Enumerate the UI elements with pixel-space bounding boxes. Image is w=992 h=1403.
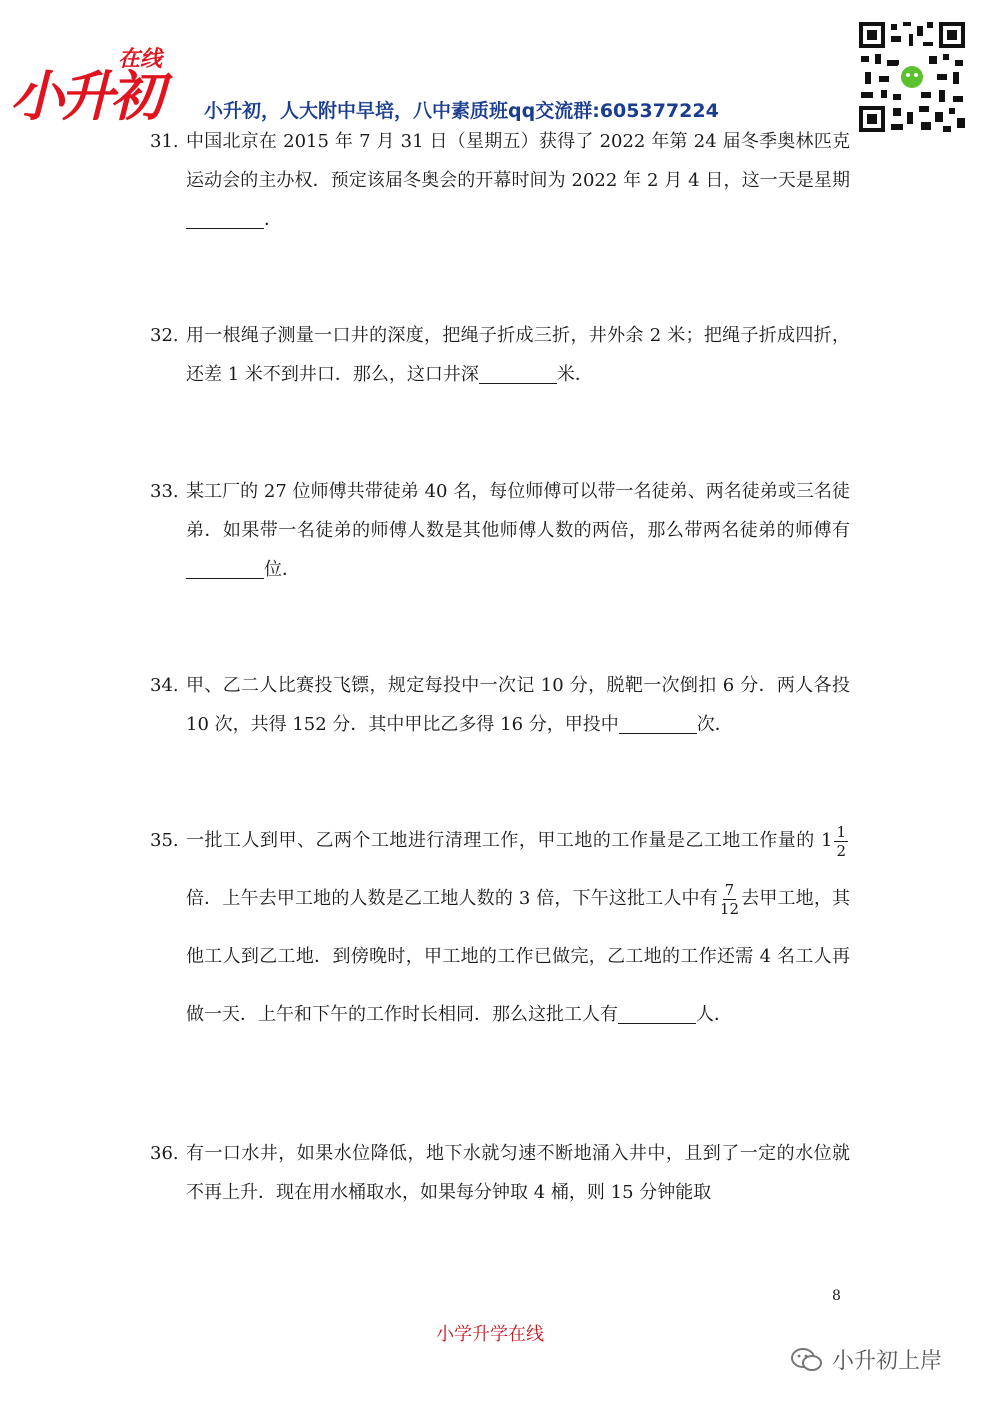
qr-code-icon [857, 20, 967, 134]
question-35 [150, 822, 850, 1044]
question-31 [150, 122, 850, 239]
answer-blank [186, 556, 264, 579]
question-text: 甲、乙二人比赛投飞镖，规定每投中一次记 10 分，脱靶一次倒扣 6 分．两人各投 10 次，共得 152 分．其中甲比乙多得 16 分，甲投中 [186, 675, 850, 735]
question-text: 倍．上午去甲工地的人数是乙工地人数的 3 倍，下午这批工人中有 [186, 888, 718, 909]
question-text: 有一口水井，如果水位降低，地下水就匀速不断地涌入井中，且到了一定的水位就不再上升．现在用水桶取水，如果每分钟取 4 桶，则 15 分钟能取 [186, 1143, 850, 1203]
question-text: 去甲工地，其他工人到乙工地．到傍晚时，甲工地的工作已做完，乙工地的工作还需 4 名工人再做一天．上午和下午的工作时长相同．那么这批工人有 [186, 888, 850, 1025]
fraction-seven-twelfths [720, 881, 739, 918]
question-34 [150, 666, 850, 744]
question-number: 36. [150, 1143, 179, 1164]
question-36 [150, 1134, 850, 1212]
question-text: 用一根绳子测量一口井的深度，把绳子折成三折，井外余 2 米；把绳子折成四折，还差 1 米不到井口．那么，这口井深 [186, 325, 850, 385]
question-number: 31. [150, 131, 179, 152]
answer-blank [618, 1001, 696, 1024]
header-text: 小升初，人大附中早培，八中素质班qq交流群: [204, 100, 600, 122]
question-tail: 位． [264, 559, 300, 580]
question-number: 34. [150, 675, 179, 696]
answer-blank [479, 361, 557, 384]
answer-blank [619, 711, 697, 734]
wechat-icon [790, 1347, 824, 1373]
fraction-denominator: 2 [836, 841, 846, 860]
question-tail: ． [264, 209, 282, 230]
page-number: 8 [832, 1288, 841, 1304]
question-number: 35. [150, 830, 179, 851]
logo-online-text: 在线 [118, 47, 163, 72]
question-32 [150, 316, 850, 394]
logo-main-text: 小升初 [10, 65, 160, 128]
fraction-numerator: 1 [836, 822, 846, 841]
question-tail: 次． [696, 714, 733, 735]
question-tail: 人． [696, 1004, 732, 1025]
fraction-one-half [834, 823, 848, 860]
question-33 [150, 472, 850, 589]
question-text: 中国北京在 2015 年 7 月 31 日（星期五）获得了 2022 年第 24 届冬季奥林匹克运动会的主办权．预定该届冬奥会的开幕时间为 2022 年 2 月 4 日，这一天是星期 [186, 131, 850, 191]
watermark-text: 小升初上岸 [832, 1349, 943, 1374]
fraction-denominator: 12 [719, 899, 739, 918]
question-text: 一批工人到甲、乙两个工地进行清理工作，甲工地的工作量是乙工地工作量的 1 [186, 830, 833, 851]
question-text: 某工厂的 27 位师傅共带徒弟 40 名，每位师傅可以带一名徒弟、两名徒弟或三名徒弟．如果带一名徒弟的师傅人数是其他师傅人数的两倍，那么带两名徒弟的师傅有 [186, 481, 850, 541]
question-tail: 米． [556, 364, 593, 385]
header-qq-number: 605377224 [599, 100, 719, 122]
brand-logo [10, 36, 170, 126]
answer-blank [186, 206, 264, 229]
question-number: 32. [150, 325, 179, 346]
fraction-numerator: 7 [724, 880, 735, 899]
wechat-watermark [790, 1344, 942, 1375]
footer-text: 小学升学在线 [436, 1324, 544, 1345]
header-banner [204, 96, 719, 123]
question-number: 33. [150, 481, 179, 502]
